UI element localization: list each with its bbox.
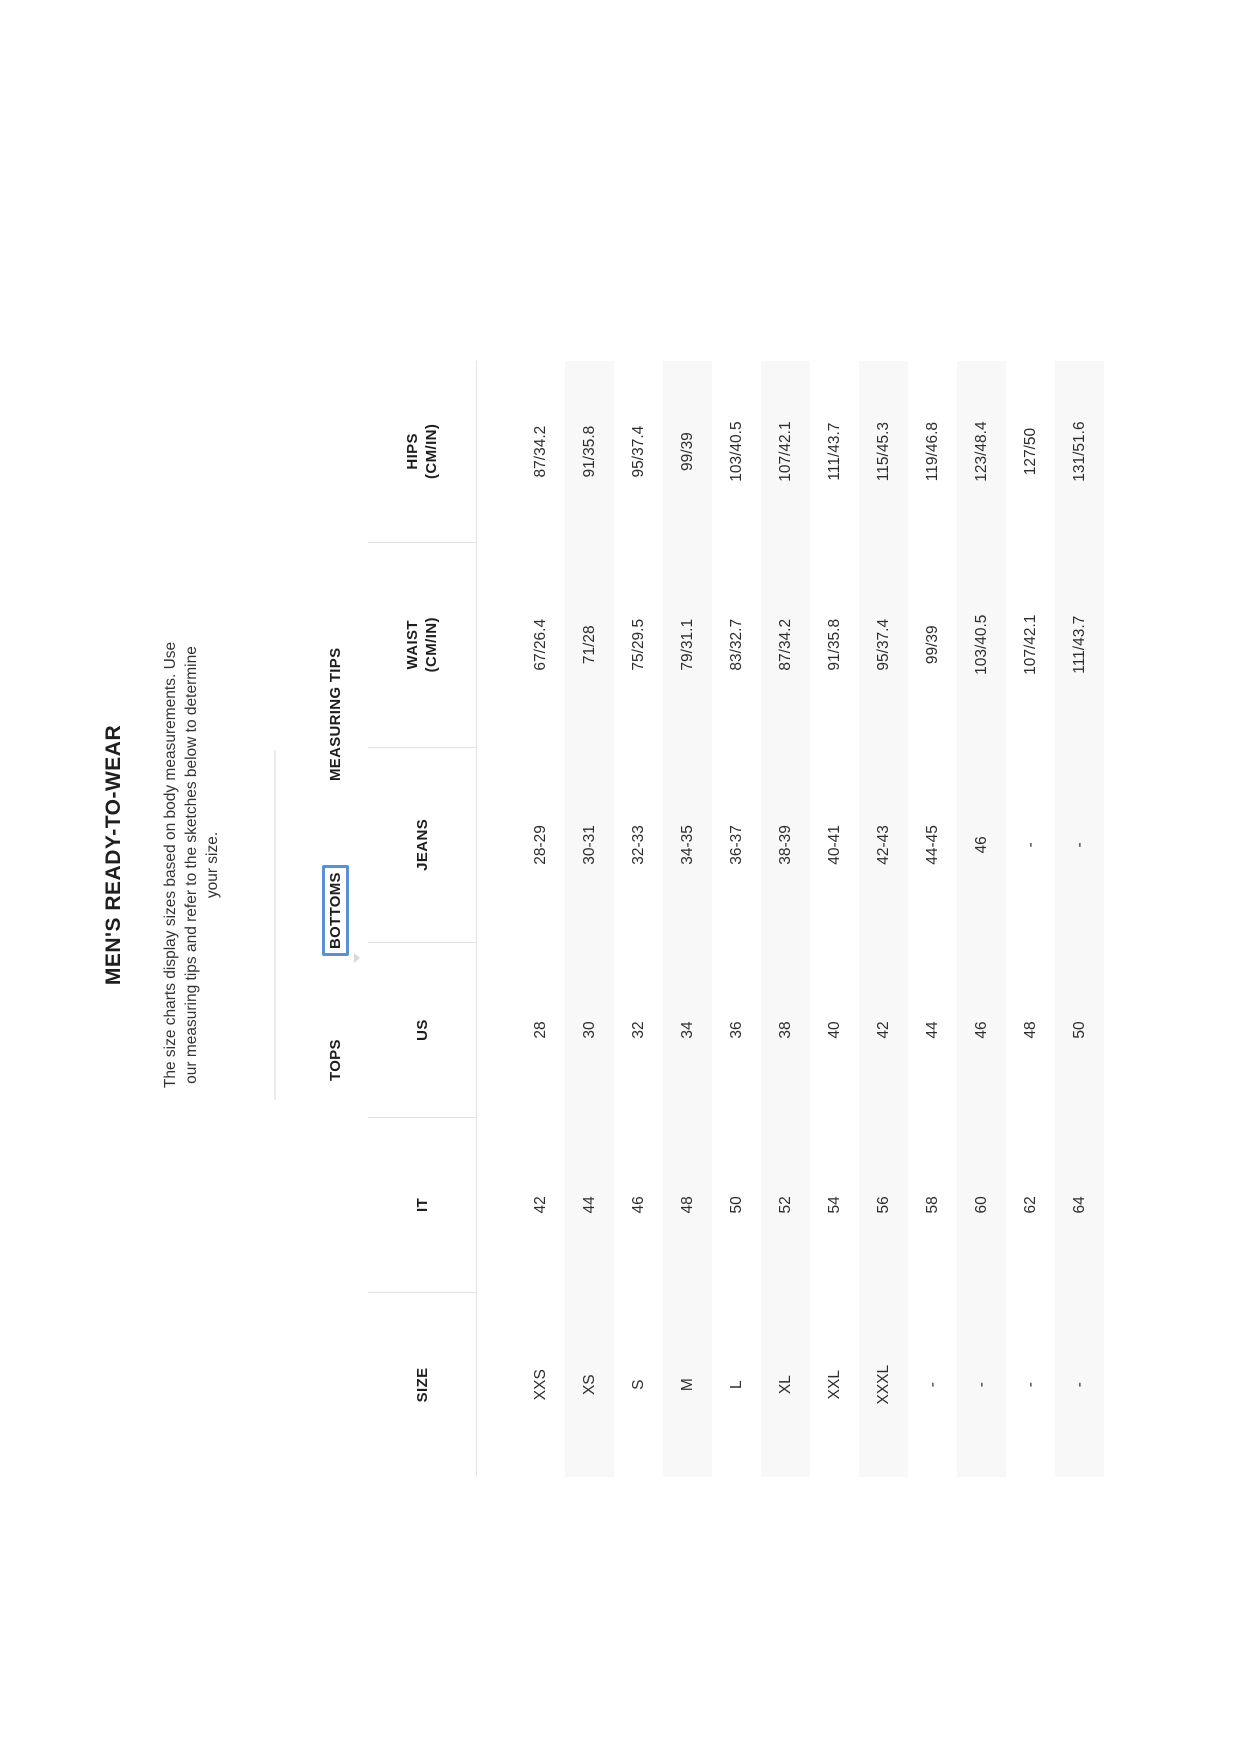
cell-waist: 71/28 [565, 542, 614, 747]
intro-text: The size charts display sizes based on body measurements. Use our measuring tips and refer to the sketches below to determine your size. [162, 641, 221, 1089]
table-spacer-row [477, 361, 517, 1477]
table-row [516, 361, 565, 1477]
header-hips [368, 361, 477, 542]
tab-measuring-tips[interactable]: MEASURING TIPS [327, 647, 344, 781]
cell-jeans: 30-31 [565, 747, 614, 942]
cell-size: - [957, 1292, 1006, 1477]
cell-jeans: 28-29 [531, 825, 549, 865]
cell-it: 44 [565, 1117, 614, 1292]
size-tabs [274, 560, 344, 1100]
cell-waist: 91/35.8 [825, 618, 843, 671]
cell-it: 54 [825, 1196, 843, 1214]
cell-hips: 115/45.3 [859, 361, 908, 542]
cell-it: 60 [957, 1117, 1006, 1292]
header-hips-label: HIPS [404, 433, 421, 470]
header-hips-unit: (CM/IN) [423, 423, 440, 479]
cell-it: 50 [727, 1196, 745, 1214]
table-row [859, 361, 908, 1477]
cell-hips: 123/48.4 [957, 361, 1006, 542]
cell-us: 48 [1021, 1021, 1039, 1039]
header-jeans: JEANS [368, 747, 477, 942]
cell-us: 46 [957, 943, 1006, 1118]
cell-jeans: 44-45 [923, 825, 941, 865]
tab-tops[interactable]: TOPS [327, 1039, 344, 1081]
header-it: IT [368, 1117, 477, 1292]
cell-waist: 95/37.4 [859, 542, 908, 747]
cell-hips: 95/37.4 [629, 425, 647, 478]
cell-waist: 103/40.5 [957, 542, 1006, 747]
table-row [565, 361, 614, 1477]
cell-waist: 111/43.7 [1055, 542, 1104, 747]
cell-size: XL [761, 1292, 810, 1477]
cell-waist: 67/26.4 [531, 618, 549, 671]
cell-us: 38 [761, 943, 810, 1118]
header-size: SIZE [368, 1292, 477, 1477]
cell-size: XXXL [859, 1292, 908, 1477]
cell-us: 40 [825, 1021, 843, 1039]
cell-hips: 99/39 [663, 361, 712, 542]
cell-jeans: - [1055, 747, 1104, 942]
cell-size: - [923, 1382, 941, 1388]
header-waist-unit: (CM/IN) [423, 617, 440, 673]
table-header-row [368, 361, 477, 1477]
cell-it: 52 [761, 1117, 810, 1292]
cell-jeans: 34-35 [663, 747, 712, 942]
active-tab-caret-icon [354, 953, 360, 963]
page-title: MEN'S READY-TO-WEAR [102, 724, 125, 986]
size-chart-table [368, 361, 1104, 1477]
cell-hips: 119/46.8 [923, 422, 941, 482]
cell-hips: 87/34.2 [531, 425, 549, 478]
table-row [810, 361, 859, 1477]
tab-bottoms[interactable]: BOTTOMS [322, 865, 349, 956]
cell-size: S [629, 1379, 647, 1390]
cell-hips: 127/50 [1021, 427, 1039, 476]
cell-waist: 107/42.1 [1021, 614, 1039, 675]
cell-hips: 103/40.5 [727, 421, 745, 482]
cell-waist: 87/34.2 [761, 542, 810, 747]
table-body [477, 361, 1105, 1477]
cell-size: - [1055, 1292, 1104, 1477]
cell-it: 56 [859, 1117, 908, 1292]
cell-us: 34 [663, 943, 712, 1118]
cell-it: 64 [1055, 1117, 1104, 1292]
cell-us: 32 [629, 1021, 647, 1039]
cell-size: XS [565, 1292, 614, 1477]
cell-us: 36 [727, 1021, 745, 1039]
cell-us: 30 [565, 943, 614, 1118]
cell-jeans: - [1021, 842, 1039, 848]
cell-size: - [1021, 1382, 1039, 1388]
cell-waist: 99/39 [923, 625, 941, 665]
cell-hips: 91/35.8 [565, 361, 614, 542]
header-us: US [368, 943, 477, 1118]
cell-it: 58 [923, 1196, 941, 1214]
table-row [614, 361, 663, 1477]
cell-waist: 83/32.7 [727, 618, 745, 671]
cell-us: 28 [531, 1021, 549, 1039]
header-waist [368, 542, 477, 747]
cell-hips: 107/42.1 [761, 361, 810, 542]
cell-us: 50 [1055, 943, 1104, 1118]
spacer-cell [477, 361, 517, 1477]
header-waist-label: WAIST [404, 620, 421, 670]
cell-us: 42 [859, 943, 908, 1118]
cell-it: 46 [629, 1196, 647, 1214]
table-row [908, 361, 957, 1477]
cell-jeans: 32-33 [629, 825, 647, 865]
cell-jeans: 36-37 [727, 825, 745, 865]
cell-jeans: 40-41 [825, 825, 843, 865]
cell-jeans: 38-39 [761, 747, 810, 942]
table-row [1055, 361, 1104, 1477]
table-row [663, 361, 712, 1477]
cell-jeans: 42-43 [859, 747, 908, 942]
cell-waist: 79/31.1 [663, 542, 712, 747]
cell-hips: 131/51.6 [1055, 361, 1104, 542]
cell-waist: 75/29.5 [629, 618, 647, 671]
cell-size: XXS [531, 1369, 549, 1401]
table-row [1006, 361, 1055, 1477]
cell-it: 42 [531, 1196, 549, 1214]
cell-it: 48 [663, 1117, 712, 1292]
cell-size: L [727, 1380, 745, 1389]
table-row [761, 361, 810, 1477]
cell-size: XXL [825, 1370, 843, 1400]
table-row [957, 361, 1006, 1477]
cell-hips: 111/43.7 [825, 422, 843, 481]
cell-jeans: 46 [957, 747, 1006, 942]
cell-size: M [663, 1292, 712, 1477]
tab-divider [274, 750, 276, 1100]
cell-us: 44 [923, 1021, 941, 1039]
cell-it: 62 [1021, 1196, 1039, 1214]
table-row [712, 361, 761, 1477]
